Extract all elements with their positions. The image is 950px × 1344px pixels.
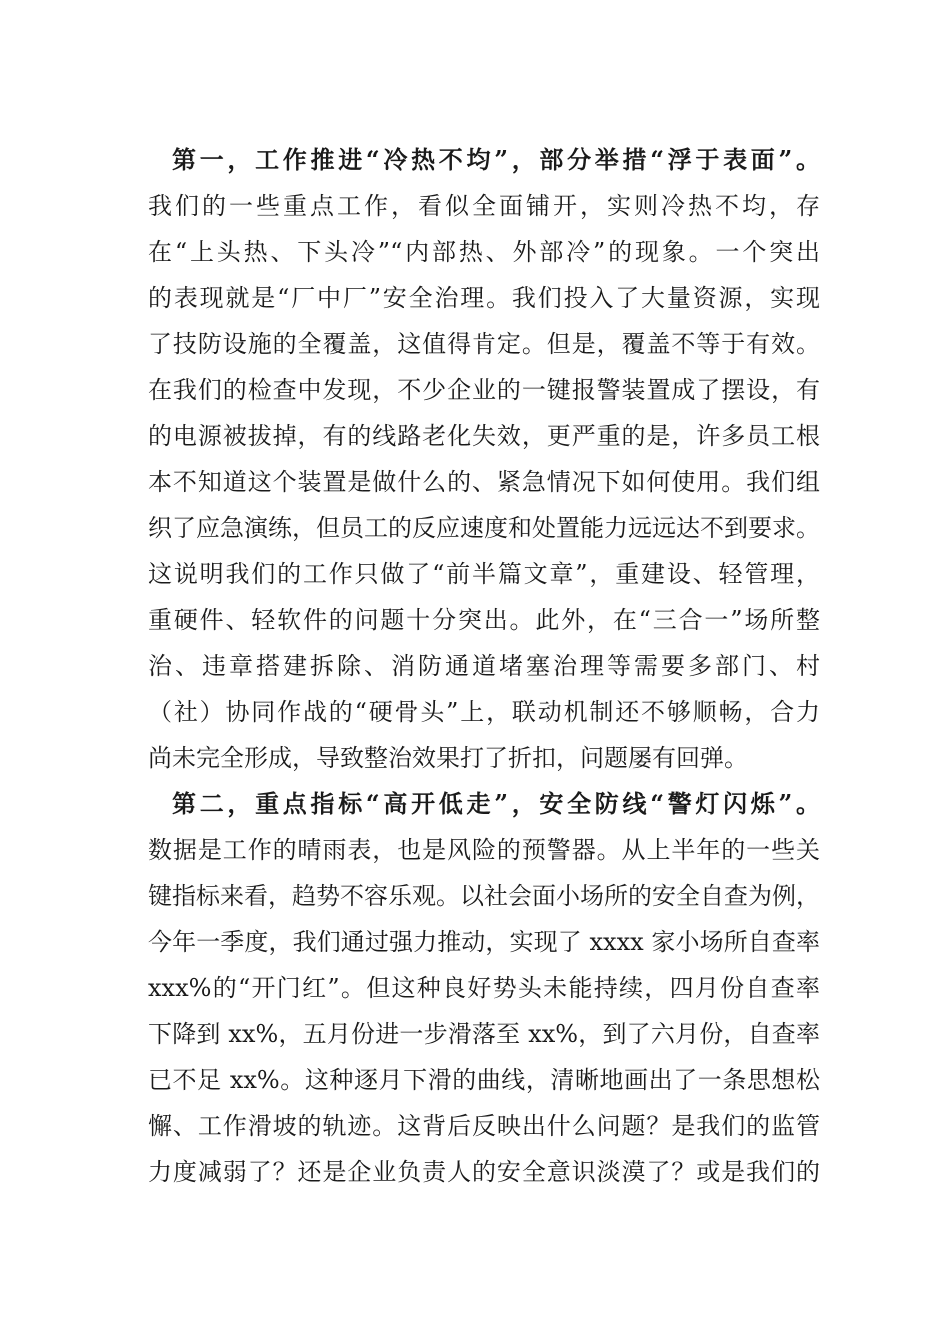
paragraph-2-line: 力度减弱了？还是企业负责人的安全意识淡漠了？或是我们的 xyxy=(148,1158,820,1186)
paragraph-2-line: 已不足 xx%。这种逐月下滑的曲线，清晰地画出了一条思想松 xyxy=(148,1066,820,1094)
paragraph-1-line: 重硬件、轻软件的问题十分突出。此外，在“三合一”场所整 xyxy=(148,606,820,634)
paragraph-1-line: 织了应急演练，但员工的反应速度和处置能力远远达不到要求。 xyxy=(148,514,820,542)
paragraph-2-line: 今年一季度，我们通过强力推动，实现了 xxxx 家小场所自查率 xyxy=(148,928,820,956)
paragraph-2-line: xxx%的“开门红”。但这种良好势头未能持续，四月份自查率 xyxy=(148,974,820,1002)
paragraph-1-line: 在“上头热、下头冷”“内部热、外部冷”的现象。一个突出 xyxy=(148,238,820,266)
paragraph-1-line: 治、违章搭建拆除、消防通道堵塞治理等需要多部门、村 xyxy=(148,652,820,680)
paragraph-2-line: 下降到 xx%，五月份进一步滑落至 xx%，到了六月份，自查率 xyxy=(148,1020,820,1048)
paragraph-1-line: （社）协同作战的“硬骨头”上，联动机制还不够顺畅，合力 xyxy=(148,698,820,726)
paragraph-1-line: 的电源被拔掉，有的线路老化失效，更严重的是，许多员工根 xyxy=(148,422,820,450)
paragraph-1-heading: 第一，工作推进“冷热不均”，部分举措“浮于表面”。 xyxy=(172,145,820,174)
paragraph-1-line: 的表现就是“厂中厂”安全治理。我们投入了大量资源，实现 xyxy=(148,284,820,312)
paragraph-1-line: 了技防设施的全覆盖，这值得肯定。但是，覆盖不等于有效。 xyxy=(148,330,820,358)
paragraph-1-line: 本不知道这个装置是做什么的、紧急情况下如何使用。我们组 xyxy=(148,468,820,496)
paragraph-2-line: 数据是工作的晴雨表，也是风险的预警器。从上半年的一些关 xyxy=(148,836,820,864)
paragraph-1-line: 尚未完全形成，导致整治效果打了折扣，问题屡有回弹。 xyxy=(148,744,748,772)
paragraph-1-line: 在我们的检查中发现，不少企业的一键报警装置成了摆设，有 xyxy=(148,376,820,404)
paragraph-2-heading: 第二，重点指标“高开低走”，安全防线“警灯闪烁”。 xyxy=(172,789,820,818)
paragraph-2-line: 懈、工作滑坡的轨迹。这背后反映出什么问题？是我们的监管 xyxy=(148,1112,820,1140)
paragraph-2-line: 键指标来看，趋势不容乐观。以社会面小场所的安全自查为例， xyxy=(148,882,820,910)
paragraph-1-line: 这说明我们的工作只做了“前半篇文章”，重建设、轻管理， xyxy=(148,560,820,588)
paragraph-1-line: 我们的一些重点工作，看似全面铺开，实则冷热不均，存 xyxy=(148,192,820,220)
